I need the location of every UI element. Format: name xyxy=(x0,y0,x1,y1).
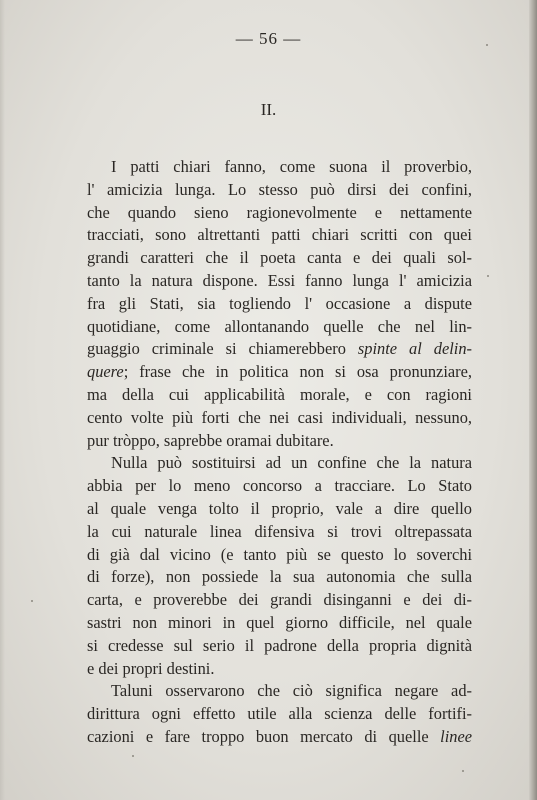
paper-speck xyxy=(486,44,488,46)
paper-speck xyxy=(132,755,134,757)
text-line: la cui naturale linea difensiva si trovi oltrepassata xyxy=(87,521,472,541)
text-line: quere; frase che in politica non si osa pronunziare, xyxy=(87,362,472,382)
italic-phrase: spinte al delin- xyxy=(357,339,472,359)
text-line: quotidiane, come allontanando quelle che nel lin- xyxy=(87,316,472,336)
text-line: Nulla può sostituirsi ad un confine che la natura xyxy=(111,453,472,473)
text-line: Taluni osservarono che ciò significa negare ad- xyxy=(111,681,472,701)
text-line: di forze), non possiede la sua autonomia che sulla xyxy=(87,567,472,587)
body-text xyxy=(87,156,472,749)
page-number: — 56 — xyxy=(235,29,302,48)
text-line: al quale venga tolto il proprio, vale a dire quello xyxy=(87,498,472,518)
text-line: fra gli Stati, sia togliendo l' occasione a dispute xyxy=(87,293,472,313)
italic-phrase: quere xyxy=(87,362,124,382)
text-line: che quando sieno ragionevolmente e nettamente xyxy=(87,202,472,222)
chapter-heading: II. xyxy=(260,100,277,119)
text-line: grandi caratteri che il poeta canta e dei quali sol- xyxy=(87,248,472,268)
text-line: cento volte più forti che nei casi individuali, nessuno, xyxy=(87,407,472,427)
paper-speck xyxy=(487,275,489,277)
page-right-edge-shadow xyxy=(529,0,537,800)
page-left-edge-shadow xyxy=(0,0,5,800)
text-line: carta, e proverebbe dei grandi disinganni e dei di- xyxy=(87,590,472,610)
text-line: tanto la natura dispone. Essi fanno lunga l' amicizia xyxy=(87,270,472,290)
paper-speck xyxy=(462,770,464,772)
italic-phrase: linee xyxy=(440,726,472,746)
text-line: pur tròppo, saprebbe oramai dubitare. xyxy=(87,430,334,450)
text-line: I patti chiari fanno, come suona il proverbio, xyxy=(111,157,472,176)
text-line: tracciati, sono altrettanti patti chiari scritti con quei xyxy=(87,225,472,245)
paper-speck xyxy=(31,600,33,602)
text-line: e dei propri destini. xyxy=(87,658,215,678)
text-line: dirittura ogni effetto utile alla scienza delle fortifi- xyxy=(87,704,472,724)
text-line: cazioni e fare troppo buon mercato di quelle linee xyxy=(87,726,472,746)
text-line: sastri non minori in quel giorno difficile, nel quale xyxy=(87,612,472,632)
text-line: guaggio criminale si chiamerebbero spinte al delin- xyxy=(87,339,472,359)
text-line: di già dal vicino (e tanto più se questo lo soverchi xyxy=(87,544,472,564)
text-line: si credesse sul serio il padrone della propria dignità xyxy=(87,635,472,655)
text-line: l' amicizia lunga. Lo stesso può dirsi dei confini, xyxy=(87,179,472,199)
text-line: abbia per lo meno concorso a tracciare. Lo Stato xyxy=(87,476,472,496)
text-line: ma della cui applicabilità morale, e con ragioni xyxy=(87,384,472,404)
